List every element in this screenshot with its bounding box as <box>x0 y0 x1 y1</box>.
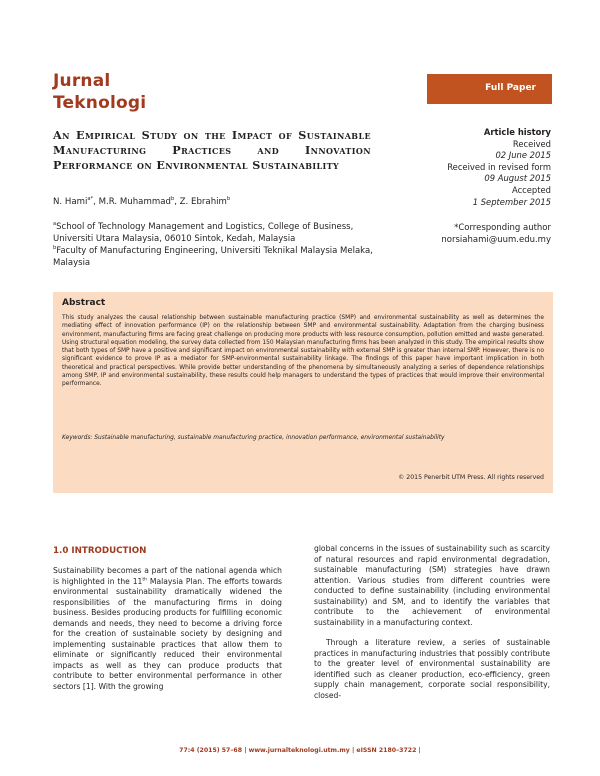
corresponding-email[interactable]: norsiahami@uum.edu.my <box>441 235 551 245</box>
copyright-notice: © 2015 Penerbit UTM Press. All rights reserved <box>398 474 544 481</box>
author-list <box>53 197 230 207</box>
affiliations <box>53 221 383 269</box>
journal-name-line2: Teknologi <box>53 93 147 113</box>
received-date: 02 June 2015 <box>495 150 551 161</box>
author-3-sup: b <box>226 196 231 203</box>
journal-name <box>53 70 146 114</box>
journal-name-line1: Jurnal <box>53 71 111 91</box>
intro-column-1 <box>53 566 282 692</box>
intro-col2-paragraph-2: Through a literature review, a series of sustainable practices in manufacturing industries that possibly contribute to the greater level of environmental sustainability are identified such as cleaner production, eco-efficiency, green supply chain management, corporate social responsibility, closed- <box>314 638 550 700</box>
title-part1: An Empirical Study on the Impact of Sustainable <box>53 128 371 142</box>
abstract-box <box>53 292 553 493</box>
corresponding-label: *Corresponding author <box>454 223 551 233</box>
introduction-heading: 1.0 INTRODUCTION <box>53 546 147 556</box>
received-label: Received <box>512 138 551 149</box>
intro-col2-paragraph-1: global concerns in the issues of sustainability such as scarcity of natural resources and rapid environmental degradation, sustainable manufacturing (SM) strategies have drawn attention. Various studies from different countries were conducted to define sustainability (including environmental sustainability) and SM, and to identify the variables that contribute to the achievement of environmental sustainability in a manufacturing context. <box>314 544 550 627</box>
revised-date: 09 August 2015 <box>484 173 551 184</box>
affiliation-a-sup: a <box>53 221 57 228</box>
intro-col1-b: Malaysia Plan. The efforts towards environmental sustainability dramatically widened the responsibilities of the manufacturing firms in doing business. Besides producing products for fulfilling economic demands and needs, they need to become a driving force for the creation of sustainable society by designing and implementing sustainable practices that allow them to eliminate or significantly reduced their environmental impacts as well as they can produce products that contribute to better environmental performance in other sectors [1]. With the growing <box>53 576 282 691</box>
intro-col1-a: Sustainability becomes a part of the national agenda which is highlighted in the 11 <box>53 566 282 586</box>
abstract-keywords: Keywords: Sustainable manufacturing, sustainable manufacturing practice, innovation performance, environmental sustainability <box>62 435 445 441</box>
abstract-body: This study analyzes the causal relationship between sustainable manufacturing practice (SMP) and environmental sustainability as well as determines the mediating effect of innovation performance (IP) on the relationship between SMP and environmental sustainability. Adaptation from the charging business environment, manufacturing firms are facing great challenge on producing more products with less resource consumption, pollution emitted and waste generated. Using structural equation modeling, the survey data collected from 150 Malaysian manufacturing firms has been analyzed in this study. The empirical results show that both types of SMP have a positive and significant impact on environmental sustainability with external SMP is greater than internal SMP. However, there is no significant evidence to prove IP as a mediator for SMP-environmental sustainability linkage. The findings of this paper have important implication in both theoretical and practical perspectives. While provide better understanding of the phenomena by simultaneously analyzing a series of dependence relationships among SMP, IP and environmental sustainability, these results could help managers to understand the types of practices that would improve their environmental performance. <box>62 315 544 388</box>
author-1-sup: a* <box>87 196 94 203</box>
paper-title <box>53 128 371 173</box>
abstract-heading: Abstract <box>62 298 106 308</box>
author-1: N. Hami <box>53 197 88 207</box>
affiliation-b-sup: b <box>53 245 57 252</box>
intro-column-2 <box>314 544 550 701</box>
affiliation-a <box>53 221 383 245</box>
author-2: , M.R. Muhammad <box>93 197 171 207</box>
page-footer: 77:4 (2015) 57–68 | www.jurnalteknologi.utm.my | eISSN 2180–3722 | <box>179 747 421 754</box>
history-heading: Article history <box>483 127 551 137</box>
author-3: , Z. Ebrahim <box>174 197 227 207</box>
title-part3: Performance on Environmental Sustainability <box>53 158 340 172</box>
affiliation-b-text: Faculty of Manufacturing Engineering, Universiti Teknikal Malaysia Melaka, Malaysia <box>53 246 373 268</box>
accepted-label: Accepted <box>511 184 551 195</box>
intro-col1-sup: th <box>142 576 148 582</box>
revised-label: Received in revised form <box>447 161 551 172</box>
full-paper-banner <box>427 74 552 104</box>
author-2-sup: b <box>170 196 175 203</box>
affiliation-b <box>53 245 383 269</box>
accepted-date: 1 September 2015 <box>472 196 551 207</box>
article-history <box>420 127 551 208</box>
corresponding-author <box>400 222 551 246</box>
full-paper-label: Full Paper <box>485 83 536 93</box>
title-part2: Manufacturing Practices and Innovation <box>53 143 371 157</box>
affiliation-a-text: School of Technology Management and Logistics, College of Business, Universiti Utara Malaysia, 06010 Sintok, Kedah, Malaysia <box>53 222 354 244</box>
